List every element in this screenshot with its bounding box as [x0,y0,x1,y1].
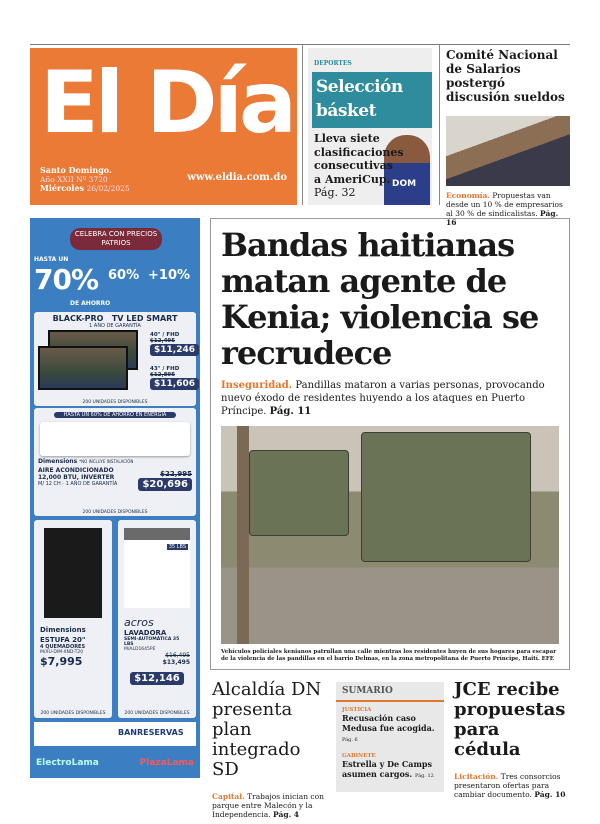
divider [302,44,303,205]
capital-headline[interactable]: Alcaldía DN presenta plan integrado SD [212,679,322,780]
jce-story[interactable] [454,680,570,799]
summary-section: JUSTICIA [342,707,372,713]
capital-dek: Capital. Trabajos inician con parque entre Malecón y la Independencia. Pág. 4 [212,792,324,819]
website-link[interactable]: www.eldia.com.do [187,172,287,183]
sports-teaser[interactable] [308,48,432,205]
newspaper-logo: El Día [40,53,294,153]
divider [439,44,440,205]
edition-info: Santo Domingo. Año XXII Nº 3720 Miércoles 26/02/2025 [40,165,130,193]
ad-text: HASTA UN [34,256,69,263]
store-logo: ElectroLama [36,758,99,768]
armored-vehicle [249,450,349,536]
player-photo: DOM [384,135,430,205]
meeting-photo [446,116,570,186]
summary-box [336,682,444,792]
masthead[interactable] [30,48,297,205]
lead-photo [221,426,559,644]
economy-dek: Economía. Propuestas van desde un 10 % de empresarios al 30 % de sindicalistas. Pág. 16 [446,191,563,227]
summary-item[interactable]: Recusación caso Medusa fue acogida. Pág. 6 [342,713,435,743]
sports-headline[interactable]: Selección básket [312,72,432,128]
summary-item[interactable]: Estrella y De Camps asumen cargos. Pág. 12 [342,759,434,779]
stove-offer: Dimensions ESTUFA 20" 4 QUEMADORES M/XU-DIM-XND-T20 $7,995 200 UNIDADES DISPONIBLES [34,520,112,718]
lead-story[interactable] [210,218,570,670]
lead-dek: Inseguridad. Pandillas mataron a varias personas, provocando nuevo éxodo de residentes huyendo a los ataques en Puerto Príncipe. Pág. 11 [221,380,545,417]
capital-story[interactable] [212,680,324,819]
ad-banner: CELEBRA CON PRECIOS PATRIOS [70,228,162,250]
lead-headline[interactable]: Bandas haitianas matan agente de Kenia; violencia se recrudece [221,226,539,372]
economy-headline[interactable]: Comité Nacional de Salarios postergó discusión sueldos [446,48,565,104]
store-logo: PlazaLama [139,758,194,768]
summary-title: SUMARIO [336,682,444,702]
bank-logo: BANRESERVAS [34,722,196,746]
top-rule [30,44,570,45]
tv-image [38,346,128,390]
sports-dek: Lleva siete clasificaciones consecutivas a AmeriCup. Pág. 32 [314,132,404,199]
ad-70-percent: 70% [34,263,99,296]
ad-60-percent: 60% [108,268,140,283]
ac-offer: HASTA UN 60% DE AHORRO EN ENERGÍA Dimensions *NO INCLUYE INSTALACIÓN AIRE ACONDICIONADO 12,000 BTU, INVERTER M/ 12 CH · 1 AÑO DE GARANTÍA $22,995 $20,696 200 UNIDADES DISPONIBLES [34,408,196,516]
ad-10-percent: +10% [148,268,191,283]
economy-story[interactable] [446,48,570,227]
advertisement[interactable] [30,218,200,778]
photo-caption: Vehículos policiales kenianos patrullan una calle mientras los residentes huyen de sus hogares para escapar de la violencia de las pandillas en el barrio Delmas, en la zona metropolitana de Puerto Príncipe, Haití. EFE [221,649,557,662]
summary-section: GABINETE [342,753,376,759]
armored-vehicle [361,432,531,562]
jce-dek: Licitación. Tres consorcios presentaron ofertas para cambiar documento. Pág. 10 [454,772,566,799]
jce-headline[interactable]: JCE recibe propuestas para cédula [454,679,566,760]
tv-offer: BLACK-PRO TV LED SMART 1 AÑO DE GARANTÍA 40" / FHD $12,495 $11,246 43" / FHD $12,895 $11,606 200 UNIDADES DISPONIBLES [34,312,196,406]
section-label: DEPORTES [314,60,352,67]
washer-offer: 35 LBS acros LAVADORA SEMI-AUTOMÁTICA 35 LBS M/ALD1645PE $16,495 $13,495 $12,146 200 UNIDADES DISPONIBLES [118,520,196,718]
ad-text: DE AHORRO [70,300,111,307]
